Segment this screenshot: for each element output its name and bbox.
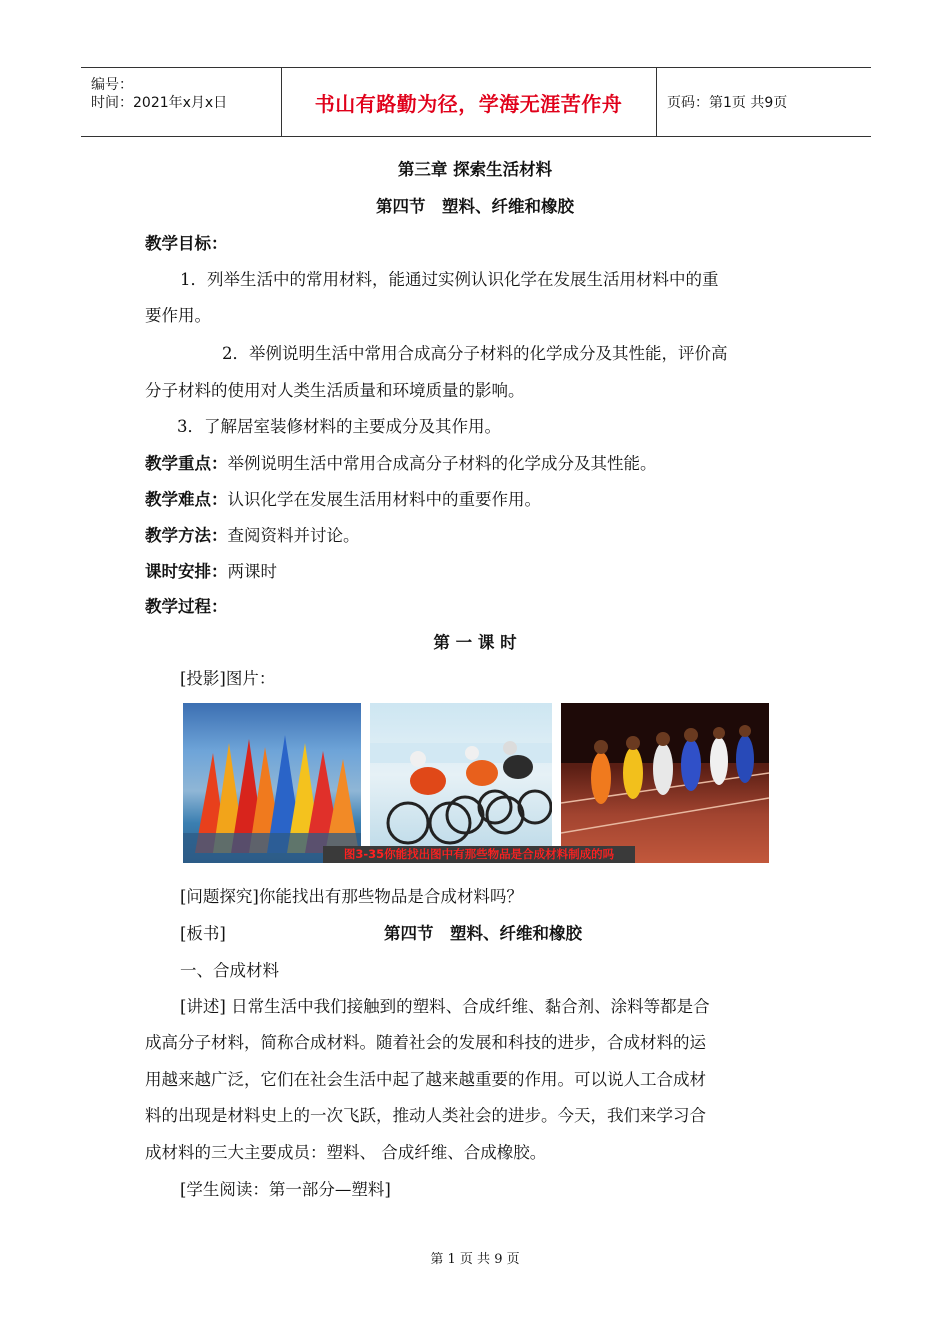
period-title: 第 一 课 时 bbox=[433, 633, 517, 652]
method-label: 教学方法： bbox=[145, 526, 228, 545]
cycling-photo bbox=[370, 703, 552, 863]
schedule-text: 两课时 bbox=[227, 562, 277, 581]
lecture-line-2: 成高分子材料，简称合成材料。随着社会的发展和科技的进步，合成材料的运 bbox=[145, 1033, 706, 1052]
heading-synthetic-materials: 一、合成材料 bbox=[180, 961, 279, 980]
process-label: 教学过程： bbox=[145, 597, 228, 616]
objective-2-line-2: 分子材料的使用对人类生活质量和环境质量的影响。 bbox=[145, 381, 525, 400]
method-text: 查阅资料并讨论。 bbox=[227, 526, 360, 545]
figure-caption: 图3-35你能找出图中有那些物品是合成材料制成的吗 bbox=[343, 847, 615, 861]
number-label: 编号： bbox=[91, 77, 133, 93]
objectives-label: 教学目标： bbox=[145, 234, 228, 253]
board-tag: [板书] bbox=[180, 924, 226, 943]
key-point-text: 举例说明生活中常用合成高分子材料的化学成分及其性能。 bbox=[227, 454, 657, 473]
method-row bbox=[145, 526, 360, 546]
difficulty-text: 认识化学在发展生活用材料中的重要作用。 bbox=[227, 490, 541, 509]
section-title: 第四节 塑料、纤维和橡胶 bbox=[376, 197, 574, 216]
motto: 书山有路勤为径，学海无涯苦作舟 bbox=[281, 68, 657, 136]
page-footer: 第 1 页 共 9 页 bbox=[430, 1252, 520, 1267]
time-label: 时间：2021年x月x日 bbox=[91, 95, 228, 111]
sprint-photo bbox=[561, 703, 769, 863]
schedule-label: 课时安排： bbox=[145, 562, 228, 581]
lecture-line-4: 料的出现是材料史上的一次飞跃，推动人类社会的进步。今天，我们来学习合 bbox=[145, 1106, 706, 1125]
projection-figure bbox=[183, 703, 769, 863]
objective-1-line-2: 要作用。 bbox=[145, 306, 211, 325]
objective-3: 3．了解居室装修材料的主要成分及其作用。 bbox=[177, 417, 501, 436]
lecture-line-3: 用越来越广泛，它们在社会生活中起了越来越重要的作用。可以说人工合成材 bbox=[145, 1070, 706, 1089]
objective-1-line-1: 1．列举生活中的常用材料，能通过实例认识化学在发展生活用材料中的重 bbox=[180, 270, 719, 289]
chapter-title: 第三章 探索生活材料 bbox=[397, 160, 553, 179]
difficulty-label: 教学难点： bbox=[145, 490, 228, 509]
page-info: 页码：第1页 共9页 bbox=[667, 95, 788, 111]
board-title: 第四节 塑料、纤维和橡胶 bbox=[384, 924, 582, 943]
difficulty-row bbox=[145, 490, 541, 510]
windsurfing-photo bbox=[183, 703, 361, 863]
document-header bbox=[81, 67, 871, 137]
key-point-row bbox=[145, 454, 657, 474]
header-meta-cell bbox=[81, 68, 282, 136]
lecture-line-1: [讲述] 日常生活中我们接触到的塑料、合成纤维、黏合剂、涂料等都是合 bbox=[180, 997, 710, 1016]
projection-note: [投影]图片： bbox=[180, 669, 276, 688]
student-reading: [学生阅读：第一部分—塑料] bbox=[180, 1180, 391, 1199]
schedule-row bbox=[145, 562, 277, 582]
lecture-line-5: 成材料的三大主要成员：塑料、 合成纤维、合成橡胶。 bbox=[145, 1143, 547, 1162]
objective-2-line-1: 2．举例说明生活中常用合成高分子材料的化学成分及其性能，评价高 bbox=[222, 344, 728, 363]
question-prompt: [问题探究]你能找出有那些物品是合成材料吗？ bbox=[180, 887, 523, 906]
key-point-label: 教学重点： bbox=[145, 454, 228, 473]
